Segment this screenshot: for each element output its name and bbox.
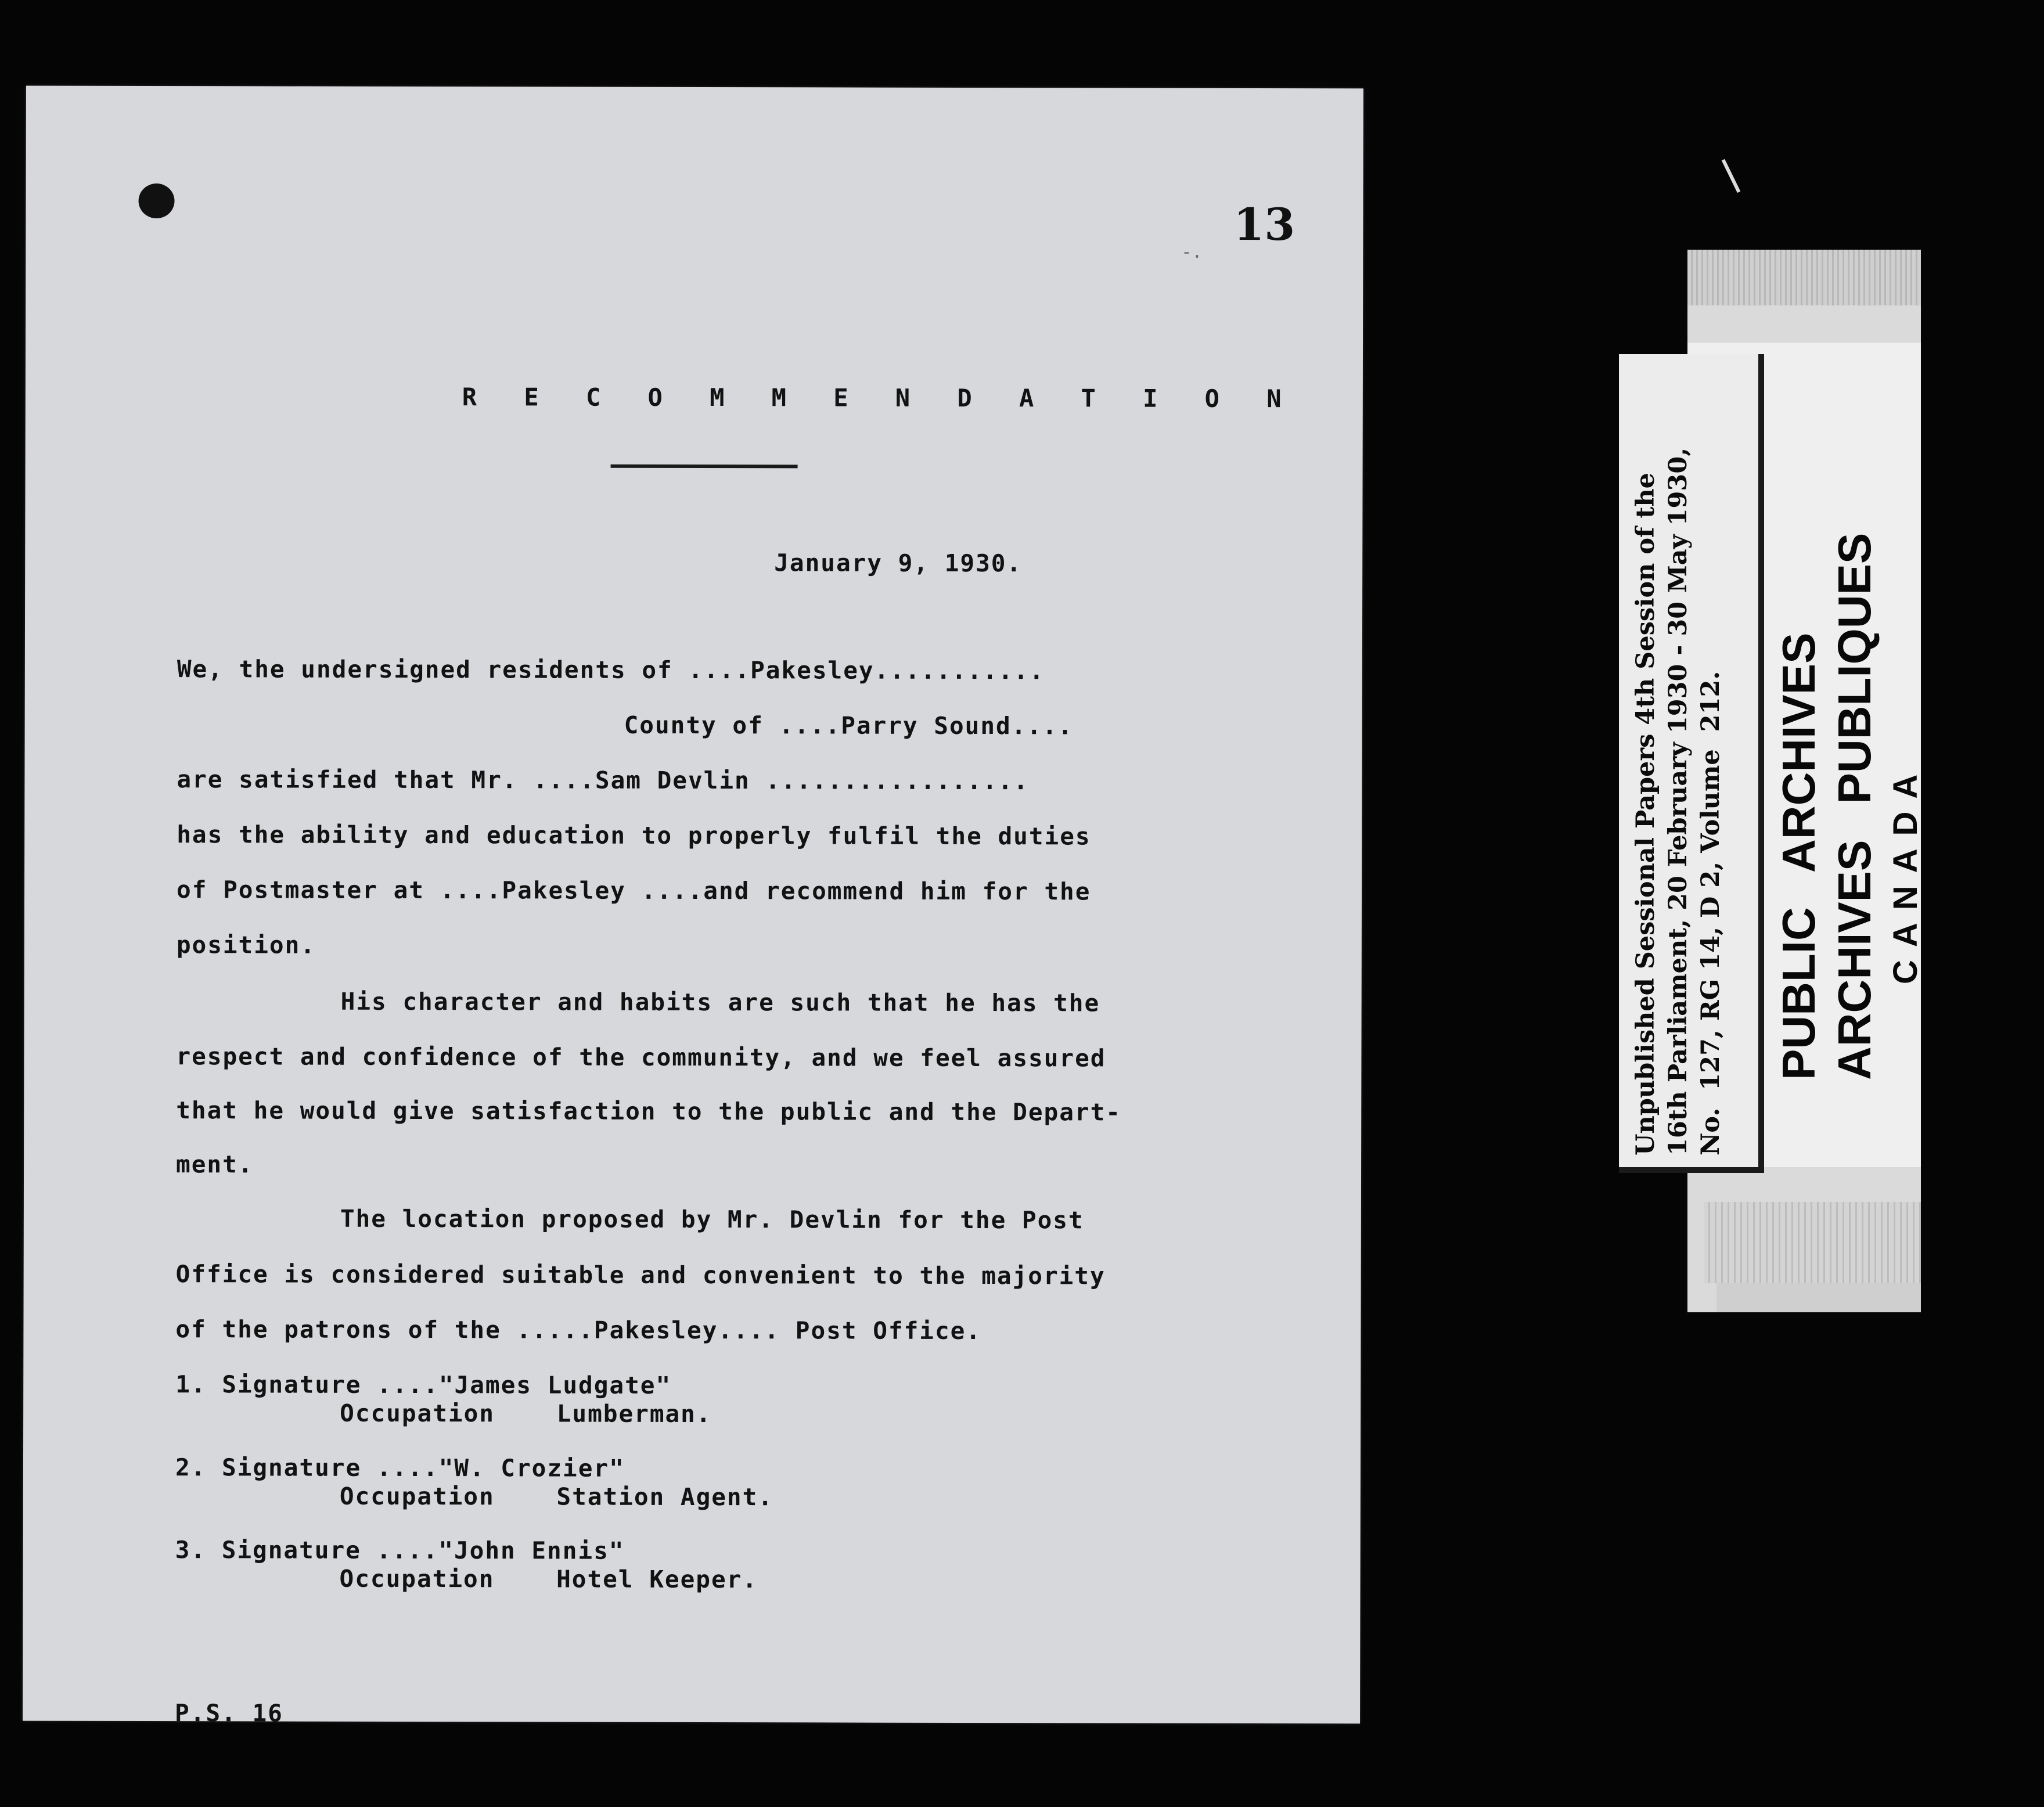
document-title: R E C O M M E N D A T I O N [462, 383, 1298, 413]
body-line: of the patrons of the .....Pakesley.... Post Office. [175, 1315, 982, 1345]
page-number: 13 [1233, 198, 1296, 251]
stray-mark: -. [1181, 242, 1203, 262]
signature-line: 2. Signature ...."W. Crozier" [175, 1453, 625, 1482]
body-line: ment. [176, 1150, 254, 1179]
body-line: His character and habits are such that he has the [340, 987, 1100, 1017]
document-page [23, 86, 1363, 1727]
strip-edge [1704, 1202, 1921, 1283]
occupation-line: Occupation Hotel Keeper. [339, 1564, 758, 1594]
archive-label-line: Unpublished Sessional Papers 4th Session of the [1631, 473, 1660, 1156]
stray-mark [1722, 159, 1741, 193]
body-line: are satisfied that Mr. ....Sam Devlin ................. [177, 765, 1030, 795]
stamp-line: PUBLIC ARCHIVES [1773, 632, 1825, 1080]
archive-label-line: No. 127, RG 14, D 2, Volume 212. [1696, 671, 1725, 1156]
body-line: respect and confidence of the community, and we feel assured [176, 1042, 1106, 1072]
body-line: of Postmaster at ....Pakesley ....and recommend him for the [177, 876, 1091, 906]
archive-label-text [1629, 343, 1751, 1156]
document-date: January 9, 1930. [774, 549, 1023, 578]
occupation-line: Occupation Station Agent. [339, 1482, 774, 1511]
body-line: The location proposed by Mr. Devlin for the Post [340, 1204, 1084, 1234]
body-line: We, the undersigned residents of ....Pakesley........... [177, 655, 1045, 685]
signature-line: 1. Signature ...."James Ludgate" [175, 1370, 672, 1399]
body-line: County of ....Parry Sound.... [624, 711, 1074, 740]
stamp-line: CANADA [1887, 761, 1924, 984]
stamp-line: ARCHIVES PUBLIQUES [1829, 532, 1880, 1080]
document-footer: P.S. 16 [175, 1699, 283, 1727]
strip-edge [1687, 250, 1921, 305]
body-line: position. [176, 931, 316, 959]
body-line: Office is considered suitable and convenient to the majority [175, 1260, 1106, 1290]
body-line: that he would give satisfaction to the public and the Depart- [176, 1096, 1122, 1126]
strip-edge [1716, 1283, 1921, 1312]
archive-stamp [1771, 482, 1945, 1080]
occupation-line: Occupation Lumberman. [340, 1399, 712, 1428]
body-line: has the ability and education to properly fulfil the duties [177, 820, 1091, 851]
punch-hole [138, 183, 174, 218]
title-underline [611, 465, 798, 469]
archive-label-line: 16th Parliament, 20 February 1930 - 30 May 1930, [1664, 447, 1693, 1156]
signature-line: 3. Signature ...."John Ennis" [175, 1536, 625, 1565]
